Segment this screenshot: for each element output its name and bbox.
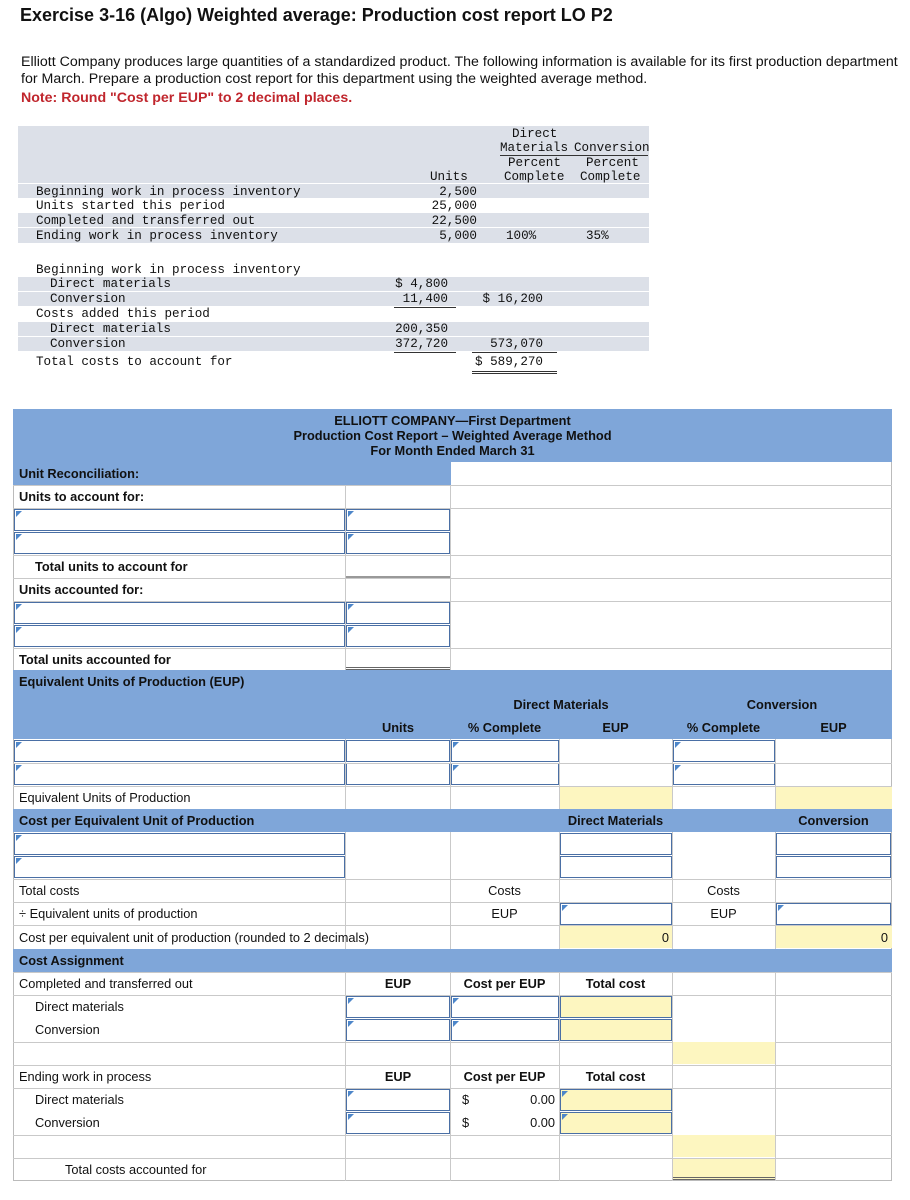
ca-dm-label-1: Direct materials — [35, 999, 124, 1014]
ca-ct-conv-cpe[interactable] — [451, 1019, 559, 1041]
ending-wip-label: Ending work in process — [19, 1069, 152, 1084]
ca-eup-head-1: EUP — [384, 976, 412, 991]
row-line — [13, 648, 892, 649]
sum-rule — [472, 352, 557, 353]
units-to-account-label: Units to account for: — [19, 489, 145, 504]
total-units-to-account-label: Total units to account for — [35, 559, 188, 574]
ca-ct-conv-total[interactable] — [560, 1019, 672, 1041]
cost-added-dm-label: Direct materials — [50, 322, 171, 336]
ca-ct-dm-eup[interactable] — [346, 996, 450, 1018]
cost-conv-value: 11,400 — [402, 292, 448, 306]
sum-rule — [472, 373, 557, 374]
cpe-dm-2[interactable] — [560, 856, 672, 878]
given-row-label: Units started this period — [36, 199, 225, 213]
total-costs-accounted-label: Total costs accounted for — [65, 1162, 207, 1177]
units-accounted-amt-2[interactable] — [346, 625, 450, 647]
cost-added-conv-label: Conversion — [50, 337, 126, 351]
given-row-label: Beginning work in process inventory — [36, 185, 301, 199]
ca-cpe-head-2: Cost per EUP — [463, 1069, 546, 1084]
hdr-conversion: Conversion — [574, 141, 650, 155]
units-to-account-amt-2[interactable] — [346, 532, 450, 554]
ca-conv-label-2: Conversion — [35, 1115, 100, 1130]
eup-conv-pct-1[interactable] — [673, 740, 775, 762]
rounding-note: Note: Round "Cost per EUP" to 2 decimal places. — [21, 90, 353, 106]
ca-eup-head-2: EUP — [384, 1069, 412, 1084]
units-accounted-label: Units accounted for: — [19, 582, 144, 597]
row-line — [13, 925, 892, 926]
cpe-conv-head: Conversion — [798, 813, 869, 828]
hdr-percent-conv: Percent — [586, 156, 639, 170]
given-row-label: Completed and transferred out — [36, 214, 256, 228]
cost-beg-label: Beginning work in process inventory — [36, 263, 301, 277]
ca-ct-dm-cpe[interactable] — [451, 996, 559, 1018]
ca-dm-label-2: Direct materials — [35, 1092, 124, 1107]
eup-conv-eup-col: EUP — [820, 720, 847, 735]
cpe-desc-2[interactable] — [14, 856, 345, 878]
cost-beg-total: $ 16,200 — [482, 292, 543, 306]
row-line — [13, 555, 892, 556]
hdr-units: Units — [430, 170, 468, 184]
eup-conv-label: EUP — [710, 906, 737, 921]
units-accounted-desc-2[interactable] — [14, 625, 345, 647]
given-row-units: 22,500 — [431, 214, 477, 228]
given-row-conv-pct: 35% — [586, 229, 609, 243]
units-to-account-amt-1[interactable] — [346, 509, 450, 531]
costs-dm-label: Costs — [488, 883, 521, 898]
report-title: Production Cost Report – Weighted Average Method — [293, 428, 612, 443]
ewip-conv-dollar: $ — [462, 1115, 470, 1130]
hdr-direct: Direct — [512, 127, 558, 141]
page-title: Exercise 3-16 (Algo) Weighted average: Production cost report LO P2 — [20, 5, 613, 25]
units-to-account-desc-1[interactable] — [14, 509, 345, 531]
ewip-dm-cpe: 0.00 — [530, 1092, 555, 1107]
cpe-dm-eup-input[interactable] — [560, 903, 672, 925]
completed-transferred-label: Completed and transferred out — [19, 976, 193, 991]
eup-desc-2[interactable] — [14, 763, 345, 785]
ca-ewip-conv-eup[interactable] — [346, 1112, 450, 1134]
ca-tc-head-1: Total cost — [585, 976, 646, 991]
ewip-conv-cpe: 0.00 — [530, 1115, 555, 1130]
hdr-percent-dm: Percent — [508, 156, 561, 170]
given-row-label: Ending work in process inventory — [36, 229, 278, 243]
ca-conv-label-1: Conversion — [35, 1022, 100, 1037]
divide-eup-label: ÷ Equivalent units of production — [19, 906, 198, 921]
units-accounted-amt-1[interactable] — [346, 602, 450, 624]
row-line — [13, 972, 892, 973]
eup-dm-pct-col: % Complete — [467, 720, 542, 735]
given-row-dm-pct: 100% — [506, 229, 537, 243]
cost-added-dm-value: 200,350 — [395, 322, 448, 336]
given-row-units: 2,500 — [439, 185, 477, 199]
ca-cpe-head-1: Cost per EUP — [463, 976, 546, 991]
given-row-units: 5,000 — [439, 229, 477, 243]
cost-conv-label: Conversion — [50, 292, 126, 306]
ca-ewip-total[interactable] — [673, 1135, 775, 1157]
eup-dm-pct-2[interactable] — [451, 763, 559, 785]
ca-ct-total[interactable] — [673, 1042, 775, 1064]
cost-assignment-band — [13, 949, 892, 972]
production-cost-report — [13, 409, 892, 1181]
eup-desc-1[interactable] — [14, 740, 345, 762]
total-costs-accounted-value[interactable] — [673, 1159, 775, 1180]
cpe-dm-head: Direct Materials — [567, 813, 664, 828]
hdr-materials: Materials — [500, 141, 569, 155]
unit-recon-title: Unit Reconciliation: — [19, 466, 140, 481]
cost-added-label: Costs added this period — [36, 307, 210, 321]
eup-total-label: Equivalent Units of Production — [19, 790, 191, 805]
eup-conv-pct-2[interactable] — [673, 763, 775, 785]
eup-title: Equivalent Units of Production (EUP) — [19, 674, 245, 689]
row-line — [13, 1088, 892, 1089]
sum-rule — [472, 371, 557, 372]
cost-added-total: 573,070 — [490, 337, 543, 351]
row-line — [13, 578, 892, 579]
row-line — [13, 786, 892, 787]
eup-conv-total[interactable] — [776, 787, 892, 809]
eup-conv-head: Conversion — [746, 697, 818, 712]
cost-assignment-title: Cost Assignment — [19, 953, 124, 968]
eup-units-2[interactable] — [346, 763, 450, 785]
row-line — [13, 902, 892, 903]
cpe-conv-result: 0 — [880, 930, 888, 945]
ca-tc-head-2: Total cost — [585, 1069, 646, 1084]
cost-added-conv-value: 372,720 — [395, 337, 448, 351]
cpe-dm-result: 0 — [661, 930, 669, 945]
total-units-to-account-value[interactable] — [346, 555, 450, 578]
cost-total-label: Total costs to account for — [36, 355, 233, 369]
row-line — [13, 879, 892, 880]
ca-ewip-dm-eup[interactable] — [346, 1089, 450, 1111]
report-company: ELLIOTT COMPANY—First Department — [334, 413, 571, 428]
eup-conv-pct-col: % Complete — [686, 720, 761, 735]
units-to-account-desc-2[interactable] — [14, 532, 345, 554]
ca-ewip-dm-total[interactable] — [560, 1089, 672, 1111]
total-units-accounted-label: Total units accounted for — [19, 652, 171, 667]
hdr-complete-conv: Complete — [580, 170, 641, 184]
sum-rule — [394, 352, 456, 353]
cost-dm-label: Direct materials — [50, 277, 171, 291]
cpe-title: Cost per Equivalent Unit of Production — [19, 813, 255, 828]
report-period: For Month Ended March 31 — [370, 443, 535, 458]
costs-conv-label: Costs — [707, 883, 740, 898]
cpe-conv-2[interactable] — [776, 856, 891, 878]
hdr-complete-dm: Complete — [504, 170, 565, 184]
given-row-units: 25,000 — [431, 199, 477, 213]
cpe-conv-1[interactable] — [776, 833, 891, 855]
row-line — [13, 485, 892, 486]
cpe-rounded-label: Cost per equivalent unit of production (rounded to 2 decimals) — [19, 930, 369, 945]
cpe-conv-eup-input[interactable] — [776, 903, 891, 925]
total-units-accounted-value[interactable] — [346, 648, 450, 670]
cost-dm-value: $ 4,800 — [395, 277, 448, 291]
eup-units-col: Units — [382, 720, 414, 735]
units-accounted-desc-1[interactable] — [14, 602, 345, 624]
cpe-desc-1[interactable] — [14, 833, 345, 855]
problem-intro: Elliott Company produces large quantities of a standardized product. The following information is available for its first production department for March. Prepare a production cost report for this department using the weighted average method. — [21, 54, 898, 87]
cost-total-value: $ 589,270 — [474, 355, 543, 369]
ca-ct-conv-eup[interactable] — [346, 1019, 450, 1041]
row-line — [13, 1065, 892, 1066]
eup-dm-pct-1[interactable] — [451, 740, 559, 762]
cpe-dm-1[interactable] — [560, 833, 672, 855]
eup-dm-total[interactable] — [560, 787, 672, 809]
ca-ct-dm-total[interactable] — [560, 996, 672, 1018]
eup-dm-label: EUP — [491, 906, 518, 921]
eup-dm-head: Direct Materials — [513, 697, 609, 712]
eup-dm-eup-col: EUP — [602, 720, 629, 735]
sum-rule — [394, 307, 456, 308]
total-costs-label: Total costs — [19, 883, 80, 898]
ca-ewip-conv-total[interactable] — [560, 1112, 672, 1134]
ewip-dm-dollar: $ — [462, 1092, 470, 1107]
eup-units-1[interactable] — [346, 740, 450, 762]
row-line — [13, 763, 892, 764]
